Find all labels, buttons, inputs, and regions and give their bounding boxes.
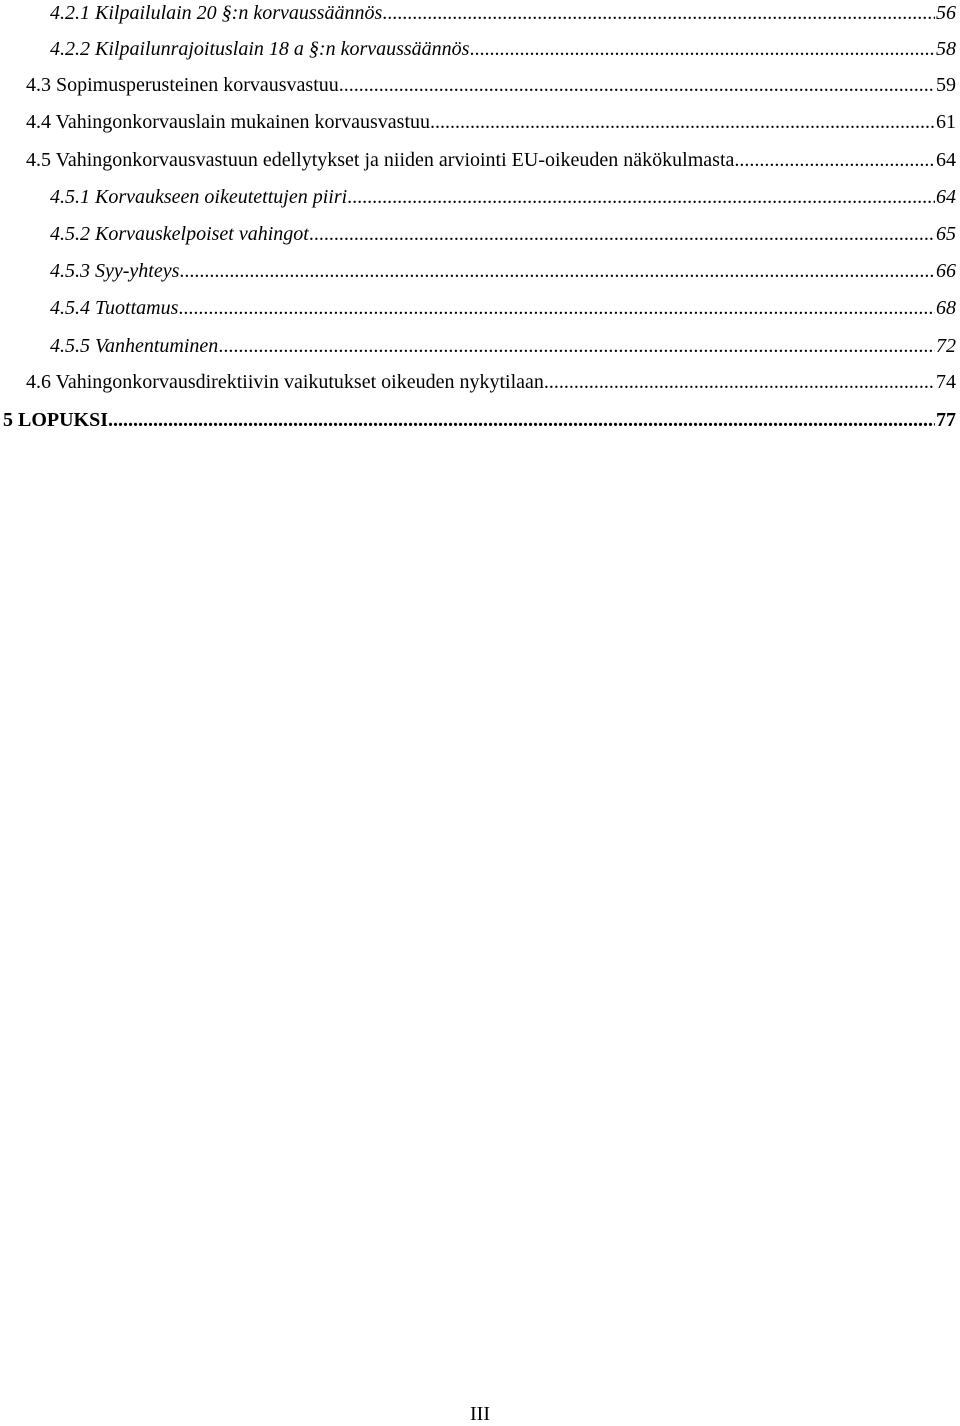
toc-entry-page: 61: [936, 111, 956, 133]
toc-leader-dots: [469, 37, 935, 61]
toc-entry-page: 58: [936, 38, 956, 60]
toc-entry-title: 4.3 Sopimusperusteinen korvausvastuu: [26, 74, 339, 96]
toc-entry-4-5[interactable]: [26, 148, 956, 172]
toc-entry-title: 4.5 Vahingonkorvausvastuun edellytykset ja niiden arviointi EU-oikeuden näkökulmasta: [26, 149, 735, 171]
toc-entry-4-2-2[interactable]: [50, 37, 956, 61]
toc-leader-dots: [339, 73, 935, 97]
toc-leader-dots: [309, 222, 935, 246]
toc-entry-title: 4.2.1 Kilpailulain 20 §:n korvaussäännös: [50, 2, 383, 24]
toc-entry-page: 72: [936, 335, 956, 357]
toc-entry-page: 77: [936, 409, 956, 431]
toc-leader-dots: [544, 370, 935, 394]
toc-entry-4-5-4[interactable]: [50, 296, 956, 320]
toc-entry-title: 4.2.2 Kilpailunrajoituslain 18 a §:n korvaussäännös: [50, 38, 470, 60]
toc-leader-dots: [347, 185, 935, 209]
toc-entry-page: 59: [936, 74, 956, 96]
toc-entry-title: 5 LOPUKSI: [3, 409, 109, 431]
toc-entry-page: 66: [936, 260, 956, 282]
toc-entry-title: 4.5.1 Korvaukseen oikeutettujen piiri: [50, 186, 348, 208]
toc-entry-title: 4.5.2 Korvauskelpoiset vahingot: [50, 223, 309, 245]
toc-leader-dots: [179, 259, 935, 283]
toc-entry-page: 74: [936, 371, 956, 393]
toc-leader-dots: [734, 148, 935, 172]
toc-entry-title: 4.4 Vahingonkorvauslain mukainen korvausvastuu: [26, 111, 431, 133]
toc-entry-title: 4.5.4 Tuottamus: [50, 297, 179, 319]
toc-leader-dots: [382, 1, 935, 25]
toc-entry-5[interactable]: [3, 408, 956, 432]
toc-entry-title: 4.6 Vahingonkorvausdirektiivin vaikutukset oikeuden nykytilaan: [26, 371, 544, 393]
toc-entry-4-5-1[interactable]: [50, 185, 956, 209]
toc-leader-dots: [218, 334, 935, 358]
toc-entry-4-5-2[interactable]: [50, 222, 956, 246]
toc-entry-4-5-5[interactable]: [50, 334, 956, 358]
toc-leader-dots: [430, 110, 935, 134]
toc-leader-dots: [178, 296, 935, 320]
page-number: III: [470, 1403, 490, 1425]
toc-entry-title: 4.5.3 Syy-yhteys: [50, 260, 180, 282]
toc-entry-4-3[interactable]: [26, 73, 956, 97]
toc-entry-title: 4.5.5 Vanhentuminen: [50, 335, 219, 357]
toc-entry-page: 68: [936, 297, 956, 319]
toc-entry-page: 56: [936, 2, 956, 24]
toc-entry-4-4[interactable]: [26, 110, 956, 134]
toc-entry-4-6[interactable]: [26, 370, 956, 394]
toc-entry-page: 64: [936, 186, 956, 208]
toc-entry-4-2-1[interactable]: [50, 1, 956, 25]
toc-leader-dots: [108, 408, 935, 432]
toc-entry-4-5-3[interactable]: [50, 259, 956, 283]
toc-entry-page: 65: [936, 223, 956, 245]
toc-entry-page: 64: [936, 149, 956, 171]
